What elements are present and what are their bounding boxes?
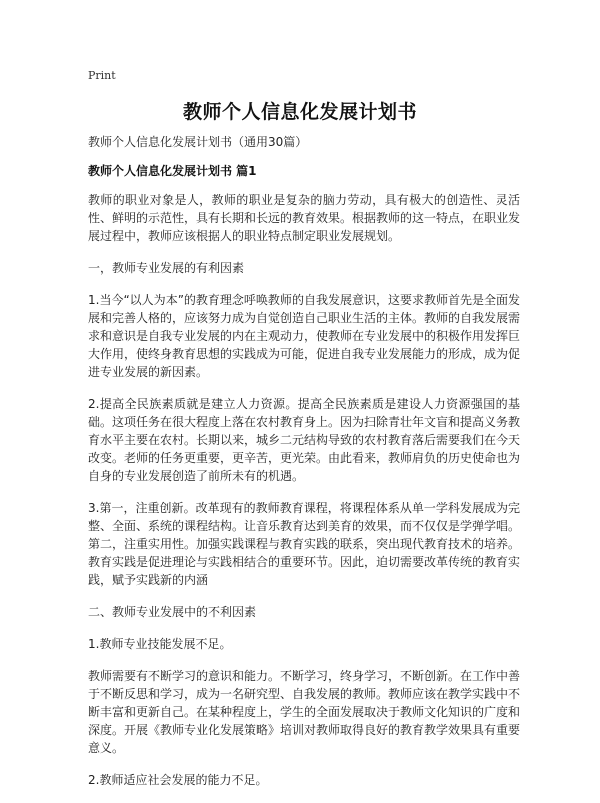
print-label: Print: [88, 69, 116, 82]
paragraph-intro: 教师的职业对象是人，教师的职业是复杂的脑力劳动，具有极大的创造性、灵活性、鲜明的示范性，具有长期和长远的教育效果。根据教师的这一特点，在职业发展过程中，教师应该根据人的职业特点制定职业发展规划。: [88, 193, 521, 243]
paragraph-unfavorable-1-heading: 1.教师专业技能发展不足。: [88, 637, 232, 651]
document-title: 教师个人信息化发展计划书: [182, 101, 417, 123]
document-subtitle: 教师个人信息化发展计划书（通用30篇）: [88, 135, 308, 149]
paragraph-favorable-2: 2.提高全民族素质就是建立人力资源。提高全民族素质是建设人力资源强国的基础。这项任务在很大程度上落在农村教育身上。因为扫除青壮年文盲和提高义务教育水平主要在农村。长期以来，城乡二元结构导致的农村教育落后需要我们在今天改变。老师的任务更重要，更辛苦，更光荣。由此看来，教师肩负的历史使命也为自身的专业发展创造了前所未有的机遇。: [88, 397, 521, 483]
heading-favorable-factors: 一，教师专业发展的有利因素: [88, 261, 245, 275]
paragraph-favorable-3: 3.第一，注重创新。改革现有的教师教育课程，将课程体系从单一学科发展成为完整、全面、系统的课程结构。让音乐教育达到美育的效果，而不仅仅是学弹学唱。第二，注重实用性。加强实践课程与教育实践的联系，突出现代教育技术的培养。教育实践是促进理论与实践相结合的重要环节。因此，迫切需要改革传统的教育实践，赋予实践新的内涵: [88, 501, 521, 587]
paragraph-unfavorable-2-heading: 2.教师适应社会发展的能力不足。: [88, 773, 268, 787]
section-title: 教师个人信息化发展计划书 篇1: [88, 164, 257, 178]
paragraph-unfavorable-1-body: 教师需要有不断学习的意识和能力。不断学习，终身学习，不断创新。在工作中善于不断反思和学习，成为一名研究型、自我发展的教师。教师应该在教学实践中不断丰富和更新自己。在某种程度上，学生的全面发展取决于教师文化知识的广度和深度。开展《教师专业化发展策略》培训对教师取得良好的教育教学效果具有重要意义。: [88, 669, 521, 755]
paragraph-favorable-1: 1.当今“以人为本”的教育理念呼唤教师的自我发展意识，这要求教师首先是全面发展和完善人格的，应该努力成为自觉创造自己职业生活的主体。教师的自我发展需求和意识是自我专业发展的内在主观动力，使教师在专业发展中的积极作用发挥巨大作用，使终身教育思想的实践成为可能，促进自我专业发展能力的形成，成为促进专业发展的新因素。: [88, 293, 521, 379]
document-body: [88, 133, 520, 803]
heading-unfavorable-factors: 二、教师专业发展中的不利因素: [88, 605, 257, 619]
